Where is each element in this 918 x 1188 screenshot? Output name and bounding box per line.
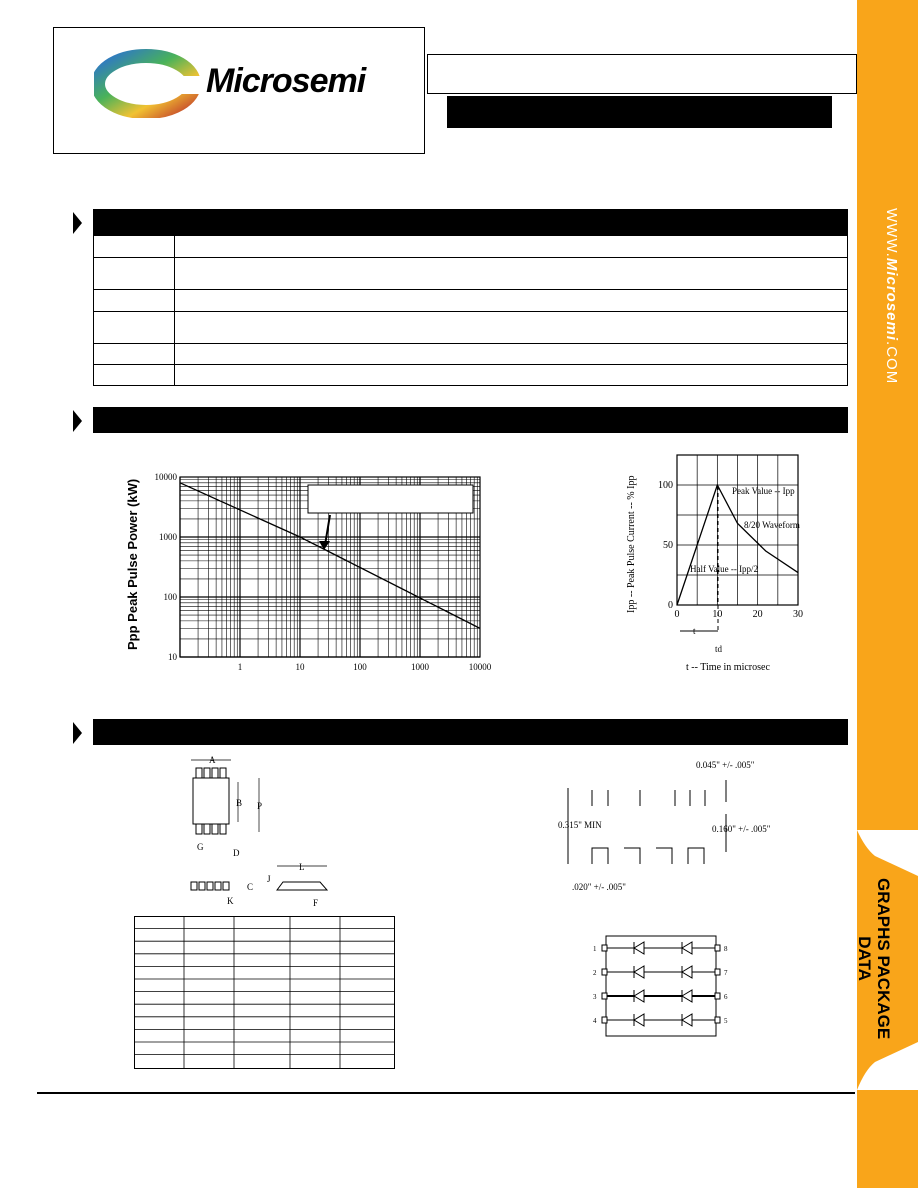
pin-label: 1 [593, 945, 597, 953]
title-box [427, 54, 857, 94]
chart2-x-ticks [675, 609, 804, 620]
table-cell [94, 236, 175, 258]
chart1-callout-arrow [325, 515, 330, 545]
dim-label: G [197, 842, 204, 852]
pad-note: 0.315" MIN [558, 820, 602, 830]
x-tick-label: 10 [295, 662, 305, 672]
x-tick-label: 10 [712, 609, 723, 620]
pin-pad [602, 1017, 607, 1023]
section-arrow-icon [73, 212, 82, 234]
y-tick-label: 50 [663, 540, 673, 551]
pin-pad [602, 993, 607, 999]
pin-label: 4 [593, 1017, 597, 1025]
package-outline-drawing [185, 752, 345, 912]
pin-pad [602, 969, 607, 975]
microsemi-logo-icon [94, 48, 204, 118]
side-label-line1: GRAPHS PACKAGE [874, 878, 893, 1040]
section-bar-graphs [93, 407, 848, 433]
pin-pad [715, 969, 720, 975]
chart2-ylabel: Ipp -- Peak Pulse Current -- % Ipp [626, 475, 637, 613]
chart1-y-ticks [155, 472, 178, 662]
pin-label: 3 [593, 993, 597, 1001]
dim-label: D [233, 848, 240, 858]
y-tick-label: 100 [658, 480, 673, 491]
brand-wordmark: Microsemi [206, 62, 366, 100]
url-www: WWW. [883, 208, 900, 258]
url-brand: Microsemi [883, 257, 900, 342]
footer-rule [37, 1092, 855, 1094]
url-com: .COM [883, 341, 900, 385]
pin-pad [602, 945, 607, 951]
table-cell [94, 344, 175, 365]
dim-label: J [267, 874, 271, 884]
table-cell [94, 258, 175, 290]
circuit-schematic [590, 930, 740, 1042]
diode-icon [634, 966, 644, 978]
chart2-annotation: 8/20 Waveform [744, 520, 800, 530]
x-tick-label: 1000 [411, 662, 429, 672]
dim-label: F [313, 898, 319, 908]
pad-note: .020" +/- .005" [572, 882, 626, 892]
x-tick-label: 0 [674, 609, 680, 620]
pin-label: 7 [724, 969, 728, 977]
pin-label: 6 [724, 993, 728, 1001]
table-cell [175, 344, 848, 365]
dim-label: A [209, 755, 216, 765]
side-section-label [855, 878, 893, 1039]
chart1-x-ticks [238, 662, 492, 672]
tvs-diode-icon [682, 966, 692, 978]
diode-icon [634, 990, 644, 1002]
table-cell [94, 312, 175, 344]
x-tick-label: 100 [353, 662, 367, 672]
side-label-line2: DATA [855, 936, 874, 981]
table-cell [175, 365, 848, 386]
y-tick-label: 100 [163, 592, 177, 602]
side-url[interactable] [883, 208, 900, 384]
logo-box [53, 27, 425, 154]
chart2-annotation: t [693, 626, 696, 636]
pin-pad [715, 945, 720, 951]
dim-label: L [299, 862, 305, 872]
dimension-table [134, 916, 396, 1070]
waveform-chart [620, 448, 820, 678]
chart2-annotation: Half Value -- Ipp/2 [690, 564, 759, 574]
table-cell [175, 236, 848, 258]
pad-note: 0.160" +/- .005" [712, 824, 771, 834]
chart1-legend-box [308, 485, 473, 513]
title-bar [447, 96, 832, 128]
y-tick-label: 10000 [154, 472, 177, 482]
pulse-power-chart [115, 460, 515, 690]
table-cell [94, 365, 175, 386]
diode-icon [634, 1014, 644, 1026]
x-tick-label: 1 [237, 662, 243, 672]
tvs-diode-icon [682, 942, 692, 954]
pin-label: 8 [724, 945, 728, 953]
dim-label: B [236, 798, 243, 808]
table-cell [175, 290, 848, 312]
tvs-diode-icon [682, 990, 692, 1002]
chart2-annotation: Peak Value -- Ipp [732, 486, 795, 496]
pin-pad [715, 1017, 720, 1023]
table-cell [94, 290, 175, 312]
y-tick-label: 0 [668, 600, 673, 611]
chart2-xlabel: t -- Time in microsec [686, 662, 770, 673]
dim-label: C [247, 882, 254, 892]
dim-label: P [257, 801, 263, 811]
y-tick-label: 1000 [159, 532, 177, 542]
chart1-ylabel: Ppp Peak Pulse Power (kW) [125, 478, 140, 650]
chart2-grid [677, 455, 798, 605]
section-arrow-icon [73, 410, 82, 432]
pad-note: 0.045" +/- .005" [696, 760, 755, 770]
x-tick-label: 30 [793, 609, 803, 620]
y-tick-label: 10 [168, 652, 177, 662]
chart2-annotation: td [715, 644, 723, 654]
table-cell [175, 258, 848, 290]
tvs-diode-icon [682, 1014, 692, 1026]
features-table [93, 235, 848, 386]
dim-label: K [227, 896, 234, 906]
side-tab [857, 0, 918, 1188]
pad-layout-drawing [550, 752, 790, 902]
table-cell [175, 312, 848, 344]
pin-pad [715, 993, 720, 999]
section-arrow-icon [73, 722, 82, 744]
section-bar-features [93, 209, 848, 235]
section-bar-package [93, 719, 848, 745]
pin-label: 2 [593, 969, 597, 977]
x-tick-label: 20 [752, 609, 763, 620]
diode-icon [634, 942, 644, 954]
chart2-y-ticks [658, 480, 673, 611]
pin-label: 5 [724, 1017, 728, 1025]
x-tick-label: 10000 [468, 662, 492, 672]
